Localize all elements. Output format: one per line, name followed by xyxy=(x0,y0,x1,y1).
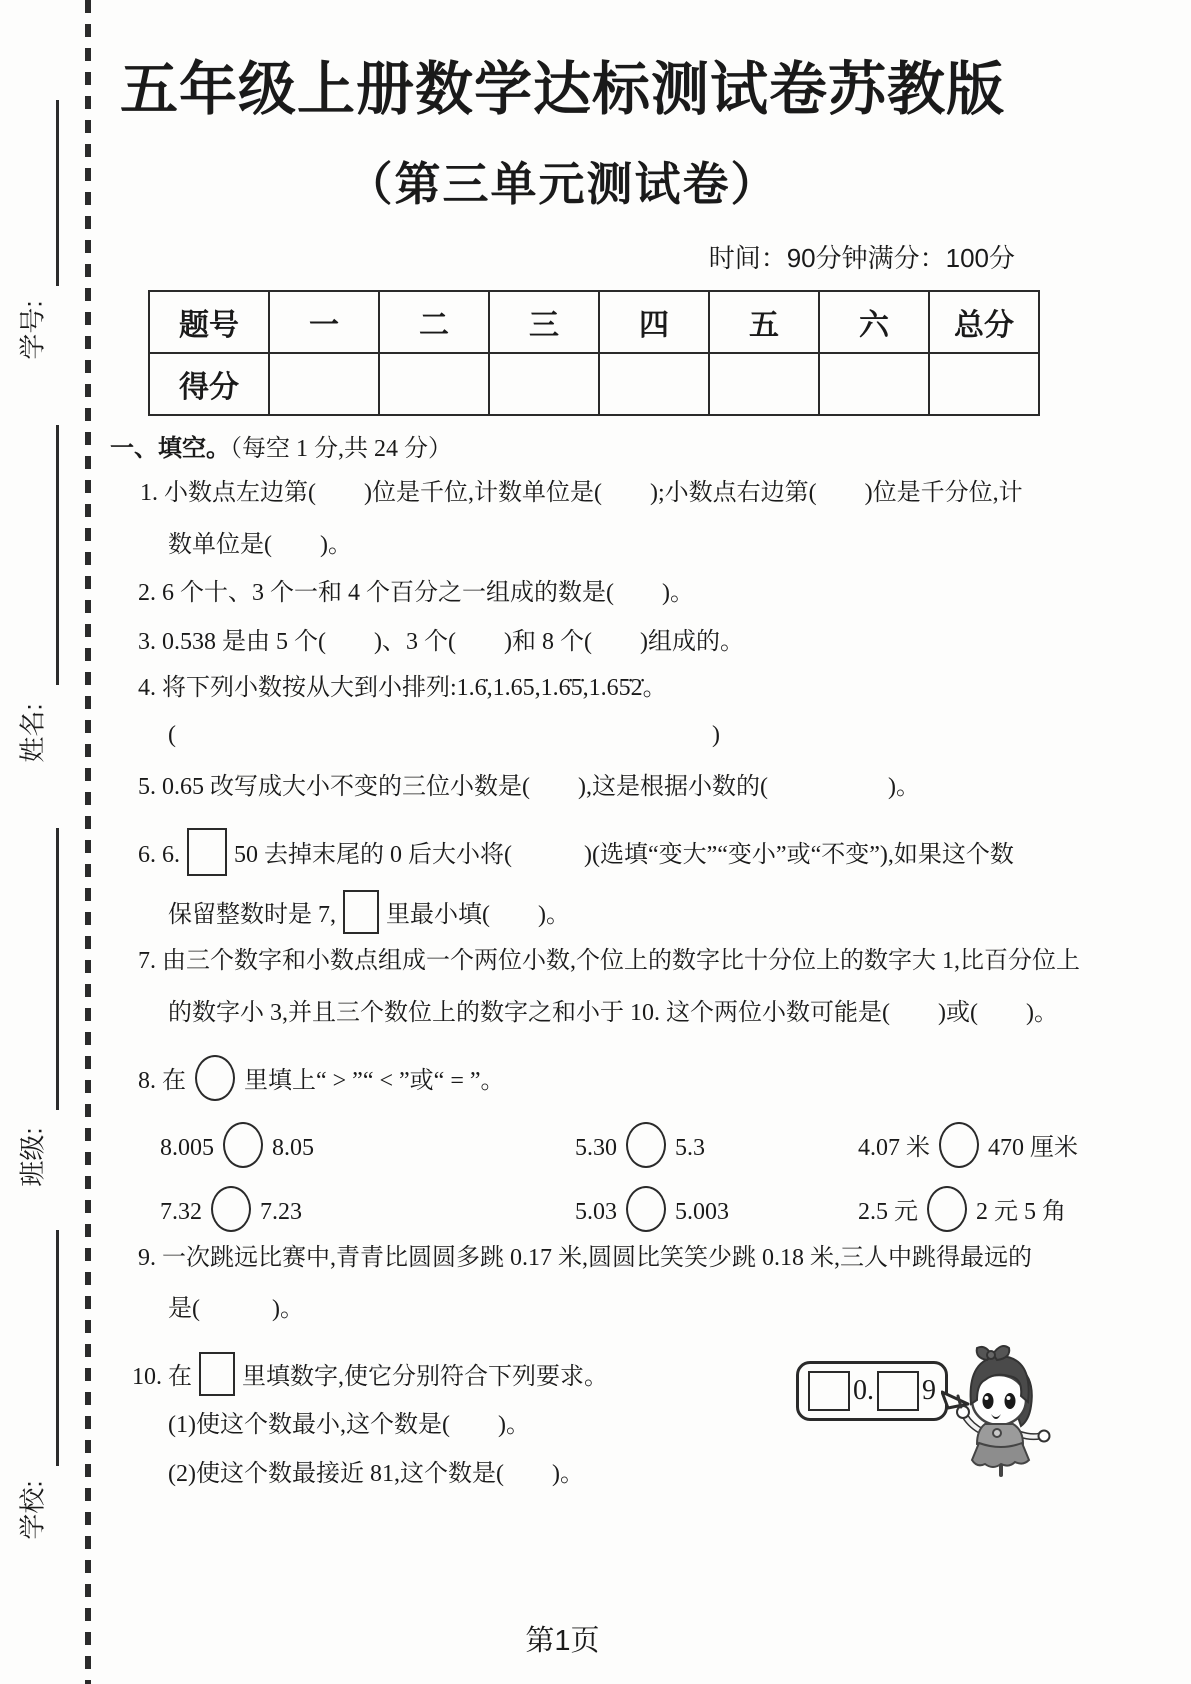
margin-label-student-id: 学号: xyxy=(17,300,48,360)
score-table xyxy=(148,290,1040,416)
answer-paren-open: ( xyxy=(168,722,176,748)
comparison-circle xyxy=(626,1122,666,1168)
question-4-answer-line xyxy=(168,722,720,749)
score-table-cell: 五 xyxy=(709,291,819,353)
section1-heading-note: （每空 1 分,共 24 分） xyxy=(230,436,452,462)
question-8-heading xyxy=(138,1055,505,1101)
blank-box xyxy=(199,1352,235,1396)
page-subtitle: （第三单元测试卷） xyxy=(346,158,779,210)
binding-dashed-line xyxy=(85,0,91,1684)
question-7-line-2: 的数字小 3,并且三个数位上的数字之和小于 10. 这个两位小数可能是( )或( )。 xyxy=(168,1000,1058,1026)
question-5: 5. 0.65 改写成大小不变的三位小数是( ),这是根据小数的( )。 xyxy=(138,774,920,800)
girl-illustration xyxy=(943,1338,1063,1478)
score-empty-cell xyxy=(269,353,379,415)
score-table-header-row xyxy=(149,291,1039,353)
blank-box xyxy=(187,828,227,876)
score-table-cell: 四 xyxy=(599,291,709,353)
signature-line-class xyxy=(56,828,59,1110)
question-9-line-2: 是( )。 xyxy=(168,1296,304,1322)
question-6-post: 50 去掉末尾的 0 后大小将( )(选填“变大”“变小”或“不变”),如果这个数 xyxy=(234,842,1014,868)
question-10-sub-2: (2)使这个数最接近 81,这个数是( )。 xyxy=(168,1461,584,1487)
section1-heading xyxy=(110,434,452,464)
question-3: 3. 0.538 是由 5 个( )、3 个( )和 8 个( )组成的。 xyxy=(138,629,744,655)
margin-label-name: 姓名: xyxy=(17,703,48,763)
digit-box xyxy=(808,1371,850,1411)
question-10-pre: 10. 在 xyxy=(132,1364,192,1390)
comparison-left: 2.5 元 xyxy=(858,1199,918,1225)
comparison-left: 5.03 xyxy=(575,1199,617,1225)
digit-box xyxy=(877,1371,919,1411)
comparison-item xyxy=(160,1186,302,1232)
margin-label-school: 学校: xyxy=(17,1480,48,1540)
question-10-sub-1: (1)使这个数最小,这个数是( )。 xyxy=(168,1412,530,1438)
comparison-item xyxy=(575,1186,729,1232)
score-table-cell: 三 xyxy=(489,291,599,353)
bubble-text-mid: 0. xyxy=(853,1375,874,1406)
comparison-circle xyxy=(211,1186,251,1232)
question-4: 4. 将下列小数按从大到小排列:1.6̇,1.65,1.6̇5̇,1.65̇2̇。 xyxy=(138,675,667,701)
score-empty-cell xyxy=(489,353,599,415)
comparison-circle xyxy=(626,1186,666,1232)
time-score-info: 时间：90分钟满分：100分 xyxy=(708,243,1015,273)
question-9-line-1: 9. 一次跳远比赛中,青青比圆圆多跳 0.17 米,圆圆比笑笑少跳 0.18 米,三人中跳得最远的 xyxy=(138,1245,1032,1271)
question-10-post: 里填数字,使它分别符合下列要求。 xyxy=(242,1364,608,1390)
question-1-line-2: 数单位是( )。 xyxy=(168,532,352,558)
score-empty-cell xyxy=(709,353,819,415)
question-10-heading xyxy=(132,1352,608,1396)
comparison-left: 8.005 xyxy=(160,1135,214,1161)
bubble-text-end: 9 xyxy=(922,1375,936,1406)
comparison-item xyxy=(858,1186,1066,1232)
page-title: 五年级上册数学达标测试卷苏教版 xyxy=(119,57,1005,122)
comparison-circle xyxy=(939,1122,979,1168)
page-number: 第1页 xyxy=(525,1625,600,1657)
score-table-cell: 一 xyxy=(269,291,379,353)
comparison-right: 7.23 xyxy=(260,1199,302,1225)
comparison-right: 5.003 xyxy=(675,1199,729,1225)
score-empty-cell xyxy=(599,353,709,415)
score-table-cell-label: 题号 xyxy=(149,291,269,353)
score-table-cell: 总分 xyxy=(929,291,1039,353)
margin-label-class: 班级: xyxy=(17,1127,48,1187)
comparison-item xyxy=(575,1122,705,1168)
comparison-circle xyxy=(195,1055,235,1101)
comparison-item xyxy=(160,1122,314,1168)
comparison-right: 5.3 xyxy=(675,1135,705,1161)
question-6-line-2 xyxy=(168,890,570,934)
comparison-left: 5.30 xyxy=(575,1135,617,1161)
score-row-label: 得分 xyxy=(149,353,269,415)
answer-paren-close: ) xyxy=(712,722,720,748)
question-7-line-1: 7. 由三个数字和小数点组成一个两位小数,个位上的数字比十分位上的数字大 1,比百分位上 xyxy=(138,948,1080,974)
comparison-item xyxy=(858,1122,1078,1168)
signature-line-student-id xyxy=(56,100,59,286)
score-empty-cell xyxy=(379,353,489,415)
comparison-left: 4.07 米 xyxy=(858,1135,930,1161)
comparison-right: 2 元 5 角 xyxy=(976,1199,1066,1225)
question-8-pre: 8. 在 xyxy=(138,1068,186,1094)
score-table-cell: 六 xyxy=(819,291,929,353)
score-table-score-row xyxy=(149,353,1039,415)
blank-box xyxy=(343,890,379,934)
question-6-pre: 6. 6. xyxy=(138,842,180,868)
signature-line-name xyxy=(56,425,59,685)
speech-bubble xyxy=(796,1361,948,1421)
question-6-line2-post: 里最小填( )。 xyxy=(386,902,570,928)
score-empty-cell xyxy=(819,353,929,415)
score-empty-cell xyxy=(929,353,1039,415)
comparison-right: 8.05 xyxy=(272,1135,314,1161)
question-2: 2. 6 个十、3 个一和 4 个百分之一组成的数是( )。 xyxy=(138,580,694,606)
signature-line-school xyxy=(56,1230,59,1466)
question-1-line-1: 1. 小数点左边第( )位是千位,计数单位是( );小数点右边第( )位是千分位,计 xyxy=(140,480,1023,506)
comparison-circle xyxy=(927,1186,967,1232)
question-6-line2-pre: 保留整数时是 7, xyxy=(168,902,336,928)
section1-heading-title: 一、填空。 xyxy=(110,436,230,462)
comparison-left: 7.32 xyxy=(160,1199,202,1225)
question-8-post: 里填上“ > ”“ < ”或“ = ”。 xyxy=(244,1068,505,1094)
question-6-line-1 xyxy=(138,828,1014,876)
score-table-cell: 二 xyxy=(379,291,489,353)
comparison-right: 470 厘米 xyxy=(988,1135,1078,1161)
comparison-circle xyxy=(223,1122,263,1168)
